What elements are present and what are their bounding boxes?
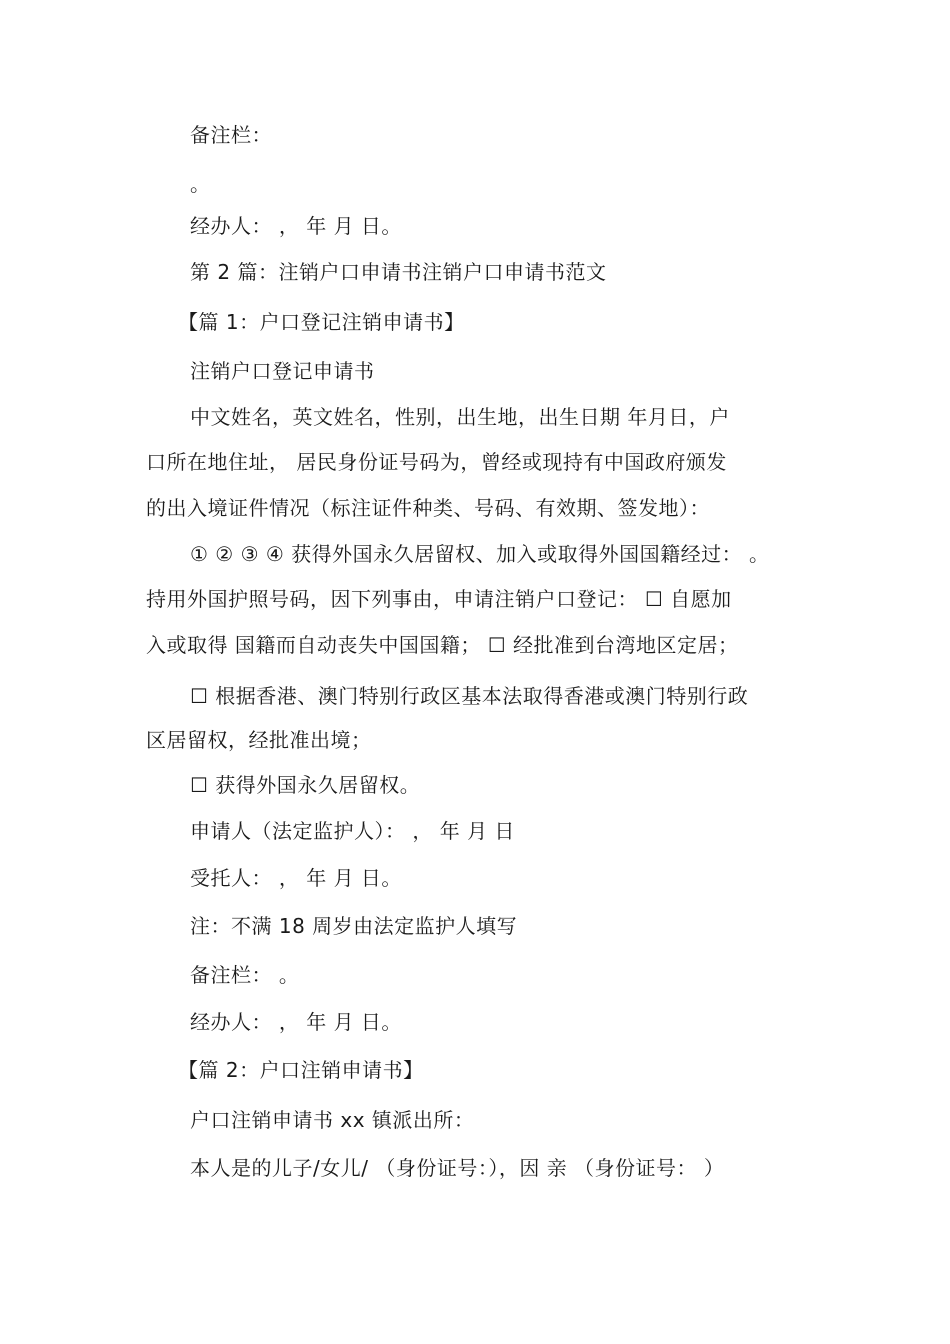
remarks-line: 备注栏： 。	[190, 963, 300, 987]
applicant-line: 申请人（法定监护人）： ， 年 月 日	[190, 819, 515, 843]
checkbox-option-line: ☐ 根据香港、澳门特别行政区基本法取得香港或澳门特别行政	[190, 684, 749, 708]
paragraph-line: 口所在地住址， 居民身份证号码为，曾经或现持有中国政府颁发	[146, 450, 727, 474]
paragraph-line: 入或取得 国籍而自动丧失中国国籍； ☐ 经批准到台湾地区定居；	[146, 633, 739, 657]
handler-line: 经办人： ， 年 月 日。	[190, 1010, 402, 1034]
paragraph-line: 本人是的儿子/女儿/ （身份证号：），因 亲 （身份证号： ）	[190, 1156, 725, 1180]
note-line: 注：不满 18 周岁由法定监护人填写	[190, 914, 518, 938]
paragraph-line: 持用外国护照号码，因下列事由，申请注销户口登记： ☐ 自愿加	[146, 587, 732, 611]
trustee-line: 受托人： ， 年 月 日。	[190, 866, 402, 890]
chapter-title: 第 2 篇：注销户口申请书注销户口申请书范文	[190, 260, 607, 284]
paragraph-line: 区居留权，经批准出境；	[146, 728, 372, 752]
section-heading-1: 【篇 1：户口登记注销申请书】	[178, 310, 465, 334]
form-title: 注销户口登记申请书	[190, 359, 375, 383]
checkbox-option-line: ☐ 获得外国永久居留权。	[190, 773, 421, 797]
remarks-value: 。	[190, 172, 211, 196]
paragraph-line: 中文姓名，英文姓名，性别，出生地，出生日期 年月日，户	[190, 405, 730, 429]
section-heading-2: 【篇 2：户口注销申请书】	[178, 1058, 424, 1082]
paragraph-line: 的出入境证件情况（标注证件种类、号码、有效期、签发地）：	[146, 496, 710, 520]
remarks-label: 备注栏：	[190, 123, 272, 147]
form-title-2: 户口注销申请书 xx 镇派出所：	[190, 1108, 475, 1132]
handler-line: 经办人： ， 年 月 日。	[190, 214, 402, 238]
paragraph-line: ① ② ③ ④ 获得外国永久居留权、加入或取得外国国籍经过： 。	[190, 542, 770, 566]
